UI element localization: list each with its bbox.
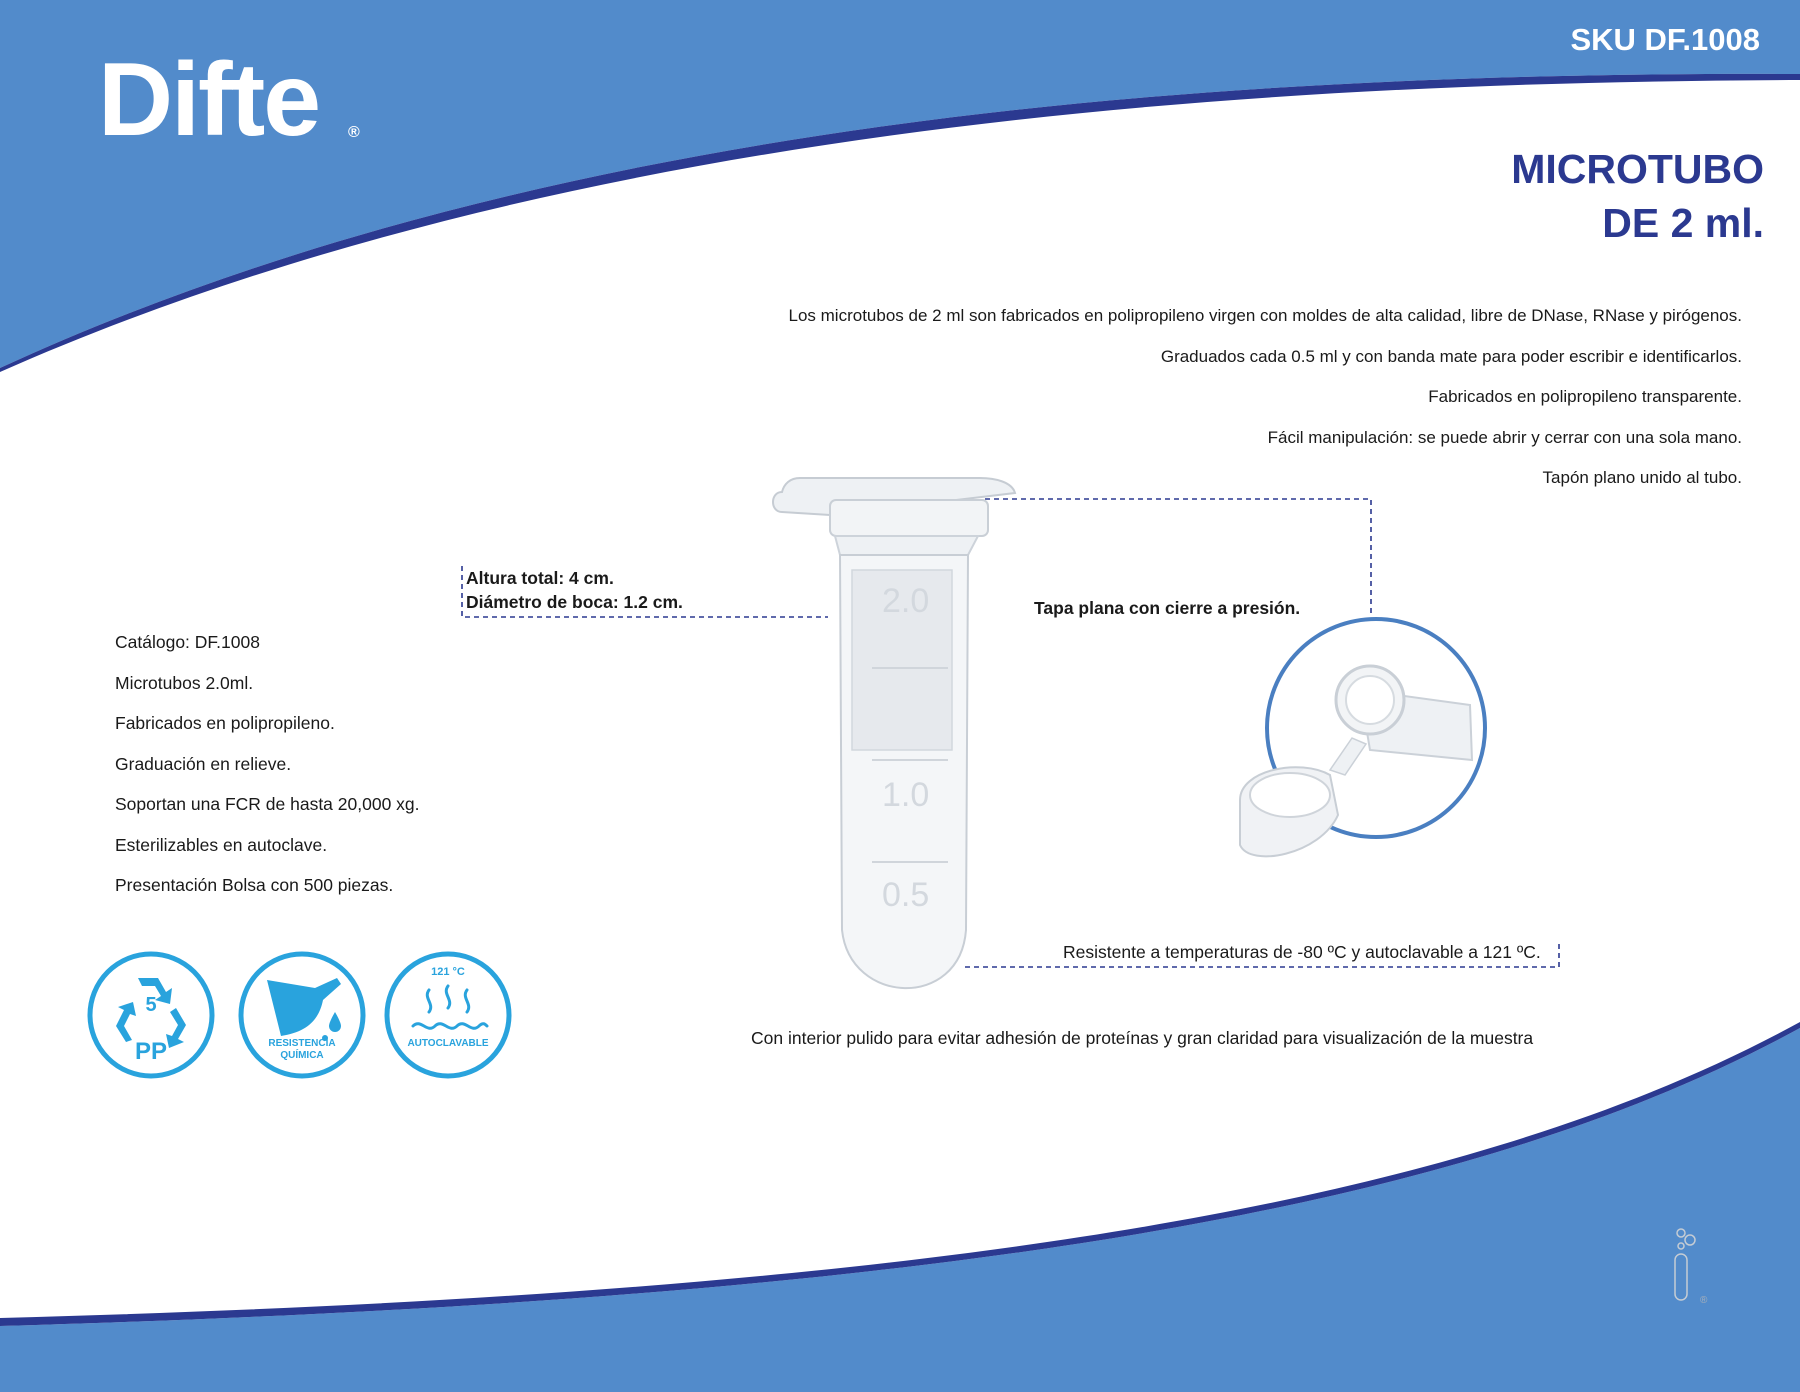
graduation-0-5: 0.5 — [882, 876, 930, 914]
spec-item: Soportan una FCR de hasta 20,000 xg. — [115, 794, 420, 814]
description-block — [789, 296, 1742, 499]
brand-logo: Difte — [98, 42, 320, 158]
diameter-callout: Diámetro de boca: 1.2 cm. — [466, 592, 683, 612]
description-line: Fabricados en polipropileno transparente. — [1428, 387, 1742, 407]
autoclave-label: AUTOCLAVABLE — [407, 1038, 489, 1049]
graduation-1-0: 1.0 — [882, 776, 930, 814]
specs-list — [115, 622, 420, 906]
spec-item: Catálogo: DF.1008 — [115, 632, 260, 652]
graduation-2-0: 2.0 — [882, 582, 930, 620]
sku-label: SKU DF.1008 — [1570, 22, 1760, 57]
recycle-label: PP — [134, 1038, 167, 1065]
temperature-callout: Resistente a temperaturas de -80 ºC y autoclavable a 121 ºC. — [1063, 942, 1541, 962]
badge-chemical-resistance — [237, 950, 367, 1080]
badge-autoclavable — [383, 950, 513, 1080]
lid-callout: Tapa plana con cierre a presión. — [1034, 598, 1301, 618]
height-callout: Altura total: 4 cm. — [466, 568, 614, 588]
microtube-illustration — [773, 478, 1015, 988]
chemical-label-line-2: QUÍMICA — [280, 1050, 324, 1061]
spec-item: Fabricados en polipropileno. — [115, 713, 335, 733]
spec-item: Microtubos 2.0ml. — [115, 672, 254, 693]
registered-mark: ® — [348, 124, 360, 141]
recycle-number: 5 — [145, 994, 157, 1016]
svg-text:®: ® — [1700, 1295, 1708, 1306]
spec-item: Esterilizables en autoclave. — [115, 834, 328, 855]
badge-recycle-pp — [86, 950, 216, 1080]
interior-callout: Con interior pulido para evitar adhesión de proteínas y gran claridad para visualización de la muestra — [751, 1028, 1534, 1048]
chemical-label-line-1: RESISTENCIA — [268, 1038, 336, 1049]
spec-item: Presentación Bolsa con 500 piezas. — [115, 875, 394, 895]
description-line: Fácil manipulación: se puede abrir y cerrar con una sola mano. — [1267, 427, 1742, 447]
lid-zoom-circle — [1240, 619, 1485, 856]
description-line: Tapón plano unido al tubo. — [1542, 468, 1742, 488]
bottom-band — [0, 1028, 1800, 1392]
autoclave-temperature: 121 °C — [431, 966, 465, 978]
dimensions-callout — [466, 566, 683, 614]
product-title — [1511, 142, 1764, 250]
title-line-2: DE 2 ml. — [1602, 200, 1764, 246]
title-line-1: MICROTUBO — [1511, 146, 1764, 192]
spec-item: Graduación en relieve. — [115, 753, 292, 774]
description-line: Graduados cada 0.5 ml y con banda mate para poder escribir e identificarlos. — [1160, 346, 1742, 366]
description-line: Los microtubos de 2 ml son fabricados en polipropileno virgen con moldes de alta calidad, libre de DNase, RNase y pirógenos. — [788, 306, 1742, 325]
